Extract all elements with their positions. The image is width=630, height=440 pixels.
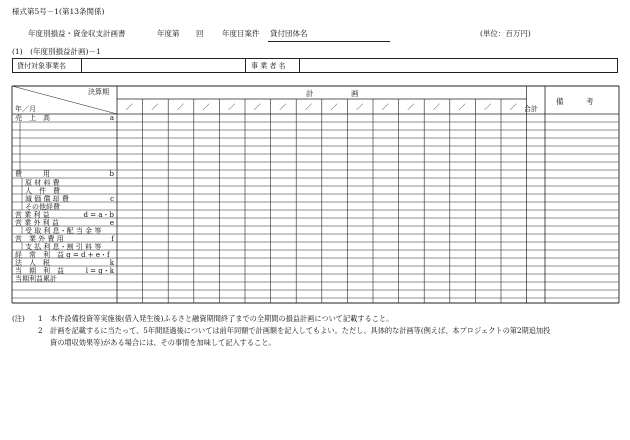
period-mark-12[interactable]: ／ <box>407 103 415 111</box>
period-mark-4[interactable]: ／ <box>202 103 210 111</box>
row-label: 売 上 高 <box>15 114 50 122</box>
total-header: 合計 <box>524 105 538 113</box>
settlement-period-header: 決算期 <box>88 88 109 96</box>
row-label: 経 常 利 益 g = d + e・f <box>15 251 110 259</box>
row-label: 人 件 費 <box>25 187 60 195</box>
period-mark-5[interactable]: ／ <box>228 103 236 111</box>
period-mark-14[interactable]: ／ <box>458 103 466 111</box>
note-label: (注) <box>12 314 25 323</box>
form-title: 年度別損益・資金収支計画書 <box>28 29 126 38</box>
period-mark-8[interactable]: ／ <box>305 103 312 111</box>
note1-text: 本件設備投資等実施後(借入発生後)ふるさと融資期間終了までの全期間の損益計画について記載すること。 <box>50 314 394 323</box>
period-mark-1[interactable]: ／ <box>125 103 133 111</box>
project-name-label: 貸付対象事業名 <box>17 62 66 70</box>
row-code: a <box>109 114 114 122</box>
note2-text-line2: 資の増収効果等)がある場合には、その事情を加味して記入すること。 <box>50 338 276 347</box>
row-code: b <box>109 170 114 178</box>
row-label: 営 業 利 益 <box>15 211 50 219</box>
row-label: 営 業 外 利 益 <box>15 219 59 227</box>
anken-label: 年度目案件 <box>222 29 260 38</box>
remarks-header: 備 考 <box>556 97 594 106</box>
row-code: c <box>110 195 114 203</box>
note2-number: 2 <box>38 326 43 335</box>
dantai-label: 貸付団体名 <box>270 29 308 38</box>
period-mark-10[interactable]: ／ <box>356 103 364 111</box>
section-subtitle: (1) (年度別損益計画)－1 <box>12 47 101 56</box>
row-code: k <box>109 259 114 267</box>
row-code: l = g・k <box>85 267 114 275</box>
form-number: 様式第5号－1(第13条関係) <box>12 7 105 16</box>
row-code: f <box>111 235 114 243</box>
note2-text-line1: 計画を記載するに当たって、5年間経過後については前年同額で計画額を記入してもよい。ただし、具体的な計画等(例えば、本プロジェクトの第2期追加投 <box>50 326 551 335</box>
plan-header: 計 画 <box>306 89 359 98</box>
kai-label: 回 <box>196 29 204 38</box>
nendo-label: 年度第 <box>157 29 180 38</box>
row-label: 費 用 <box>15 170 50 178</box>
year-month-header: 年／月 <box>15 105 36 113</box>
row-label: 減 価 償 却 費 <box>25 195 69 203</box>
period-mark-3[interactable]: ／ <box>177 103 184 111</box>
row-code: e <box>109 219 114 227</box>
operator-label: 事 業 者 名 <box>251 62 286 70</box>
period-mark-13[interactable]: ／ <box>433 103 440 111</box>
unit-label: (単位：百万円) <box>480 29 531 38</box>
period-mark-11[interactable]: ／ <box>381 103 389 111</box>
row-label: 営 業 外 費 用 <box>15 235 64 243</box>
row-label: 受 取 利 息・配 当 金 等 <box>25 227 102 235</box>
row-label: 原 材 料 費 <box>25 179 60 187</box>
period-mark-2[interactable]: ／ <box>151 103 159 111</box>
period-mark-15[interactable]: ／ <box>484 103 492 111</box>
note1-number: 1 <box>38 314 43 323</box>
row-label: 法 人 税 <box>15 259 50 267</box>
period-mark-16[interactable]: ／ <box>509 103 517 111</box>
row-label: 支 払 利 息・割 引 料 等 <box>25 243 102 251</box>
row-label: その他経費 <box>25 203 60 211</box>
row-code: d = a・b <box>83 211 114 219</box>
period-mark-7[interactable]: ／ <box>279 103 287 111</box>
period-mark-6[interactable]: ／ <box>253 103 261 111</box>
row-label: 当 期 利 益 <box>15 267 64 275</box>
period-mark-9[interactable]: ／ <box>330 103 338 111</box>
row-label: 当期利益累計 <box>15 275 57 283</box>
